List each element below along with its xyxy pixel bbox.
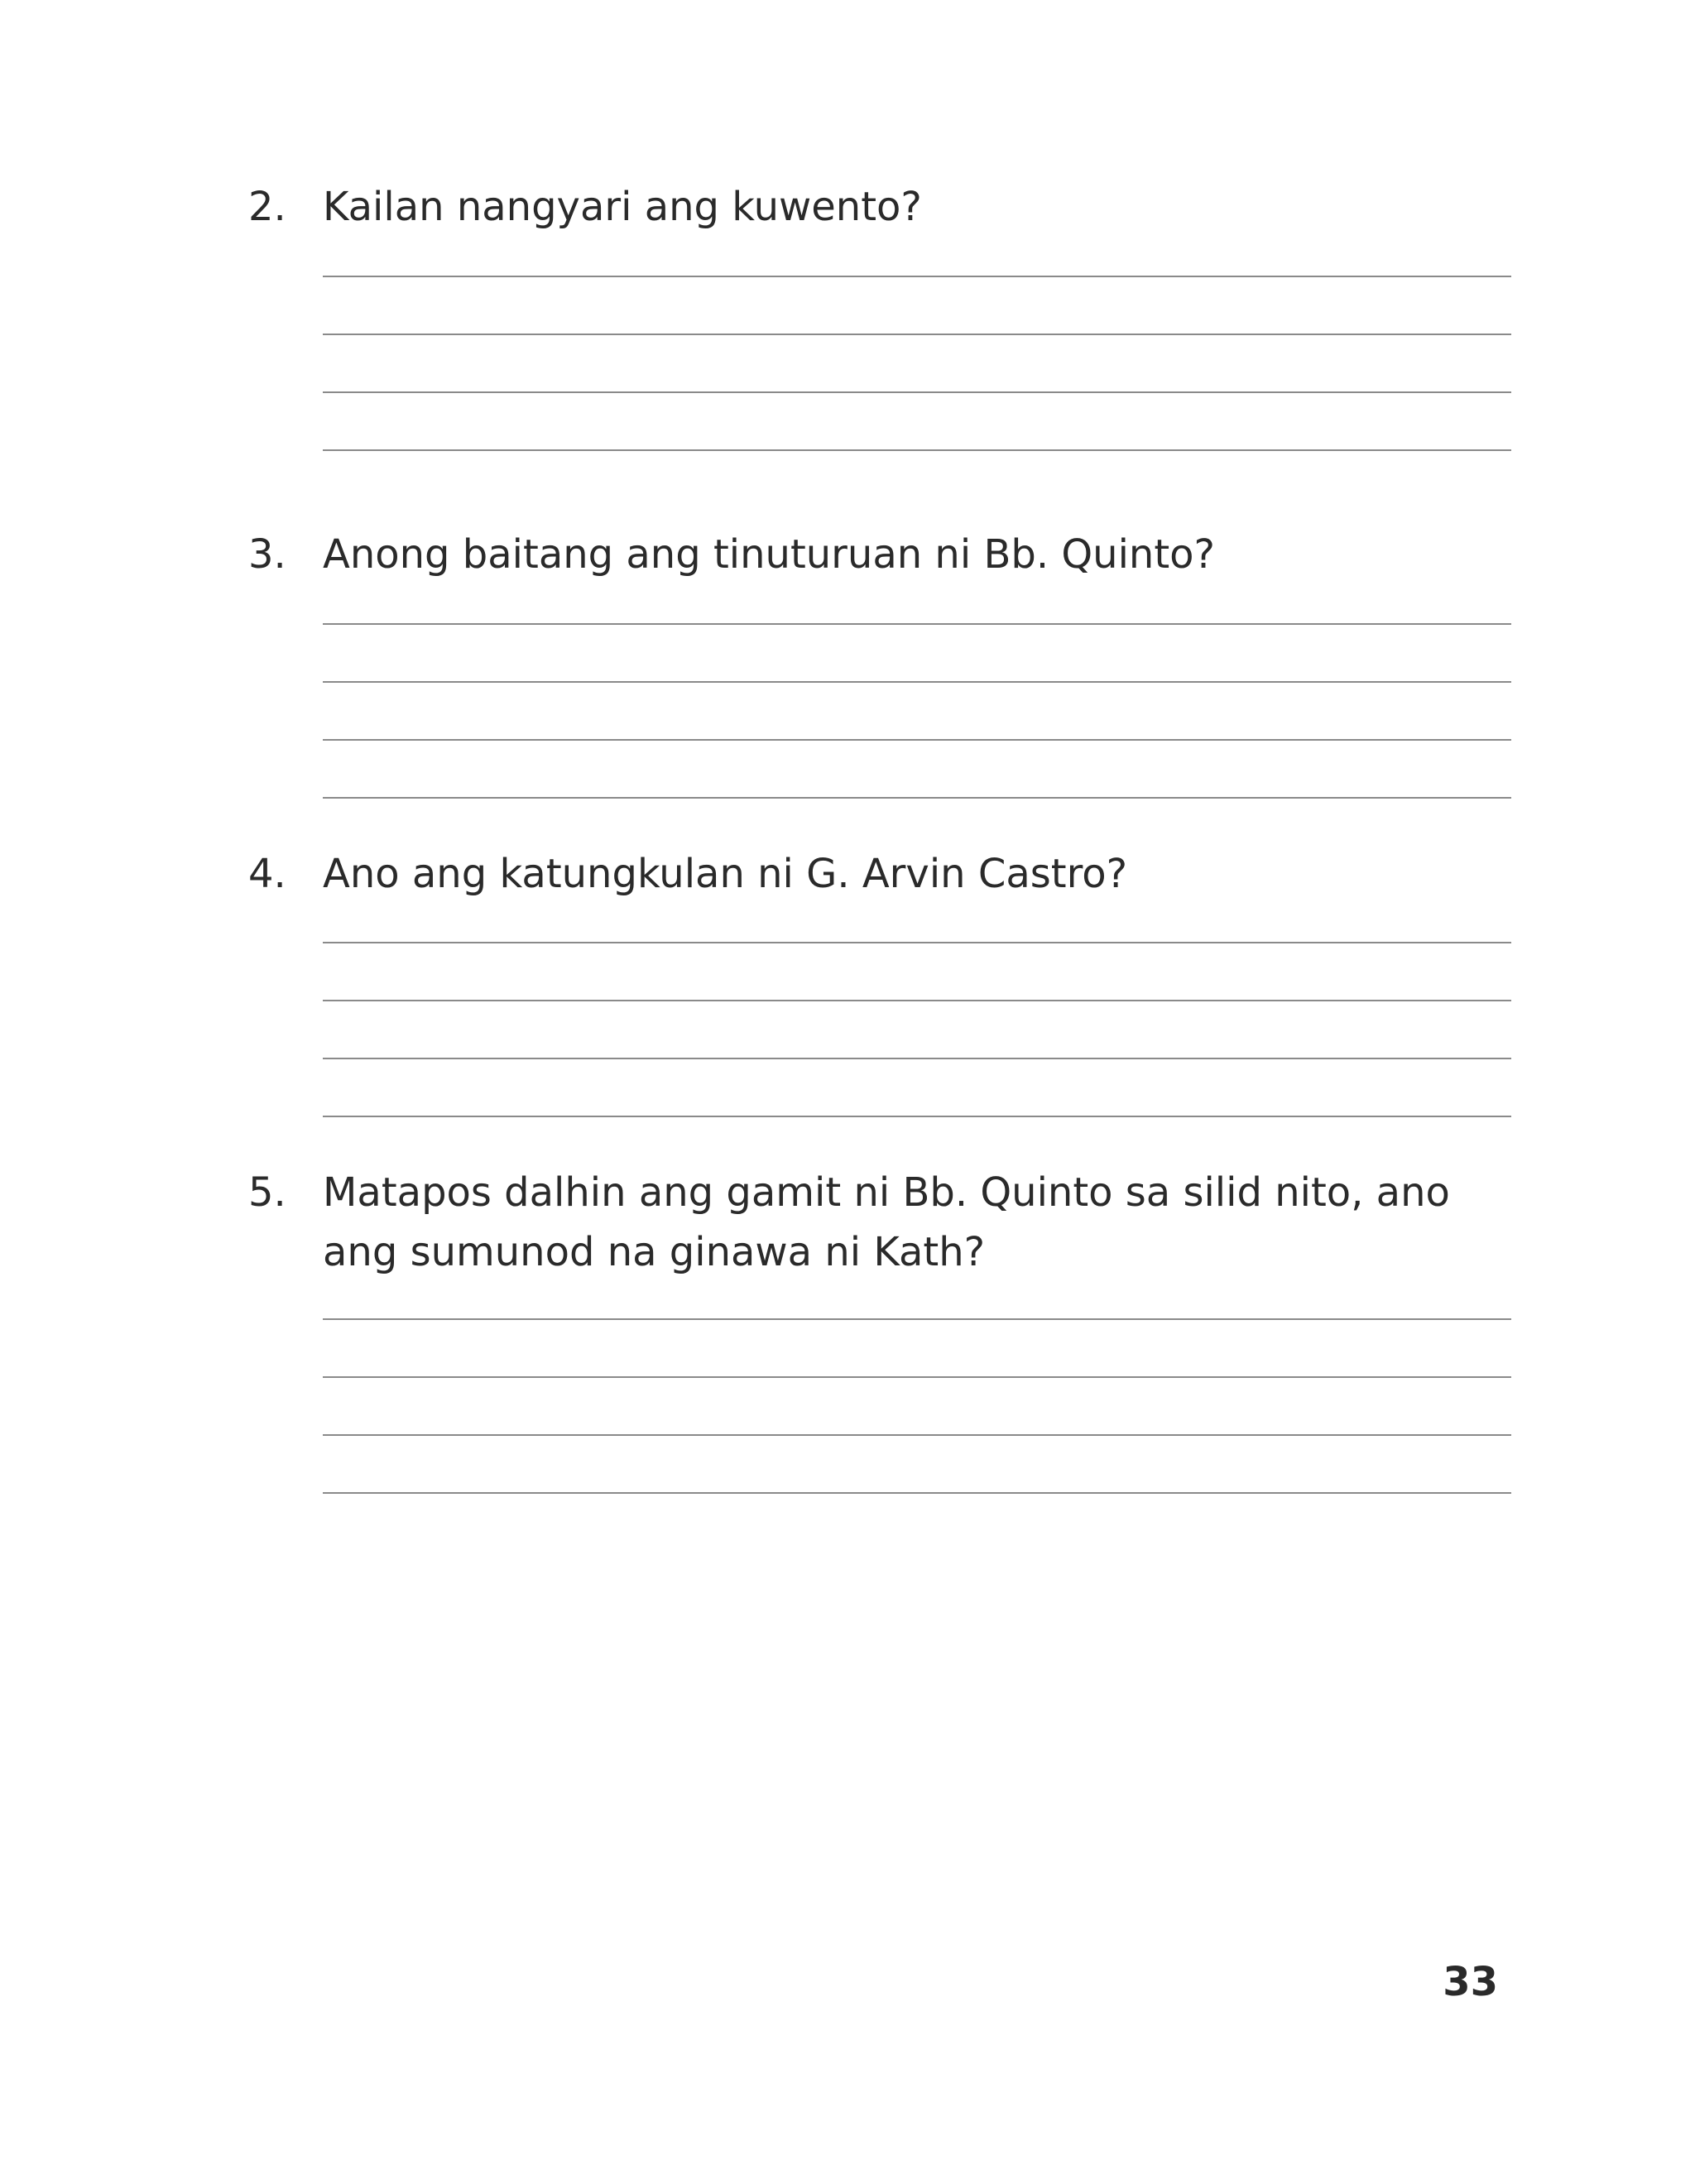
answer-line[interactable] [323, 391, 1511, 393]
answer-line[interactable] [323, 1492, 1511, 1494]
question-number: 5. [248, 1169, 286, 1216]
answer-line[interactable] [323, 942, 1511, 943]
answer-line[interactable] [323, 1058, 1511, 1059]
question-text: Kailan nangyari ang kuwento? [323, 184, 922, 230]
answer-line[interactable] [323, 1434, 1511, 1436]
answer-line[interactable] [323, 276, 1511, 277]
page-number: 33 [1443, 1959, 1498, 2005]
answer-line[interactable] [323, 797, 1511, 799]
answer-line[interactable] [323, 1116, 1511, 1117]
question-number: 3. [248, 531, 286, 578]
answer-line[interactable] [323, 1000, 1511, 1001]
answer-line[interactable] [323, 449, 1511, 451]
answer-line[interactable] [323, 1376, 1511, 1378]
question-text: Anong baitang ang tinuturuan ni Bb. Quinto? [323, 531, 1215, 578]
question-number: 2. [248, 184, 286, 230]
question-text: Matapos dalhin ang gamit ni Bb. Quinto sa silid nito, ano ang sumunod na ginawa ni Kath? [323, 1169, 1450, 1275]
answer-line[interactable] [323, 739, 1511, 741]
question-text: Ano ang katungkulan ni G. Arvin Castro? [323, 851, 1128, 897]
answer-line[interactable] [323, 623, 1511, 625]
answer-line[interactable] [323, 681, 1511, 683]
question-number: 4. [248, 851, 286, 897]
answer-line[interactable] [323, 1318, 1511, 1320]
answer-line[interactable] [323, 334, 1511, 335]
